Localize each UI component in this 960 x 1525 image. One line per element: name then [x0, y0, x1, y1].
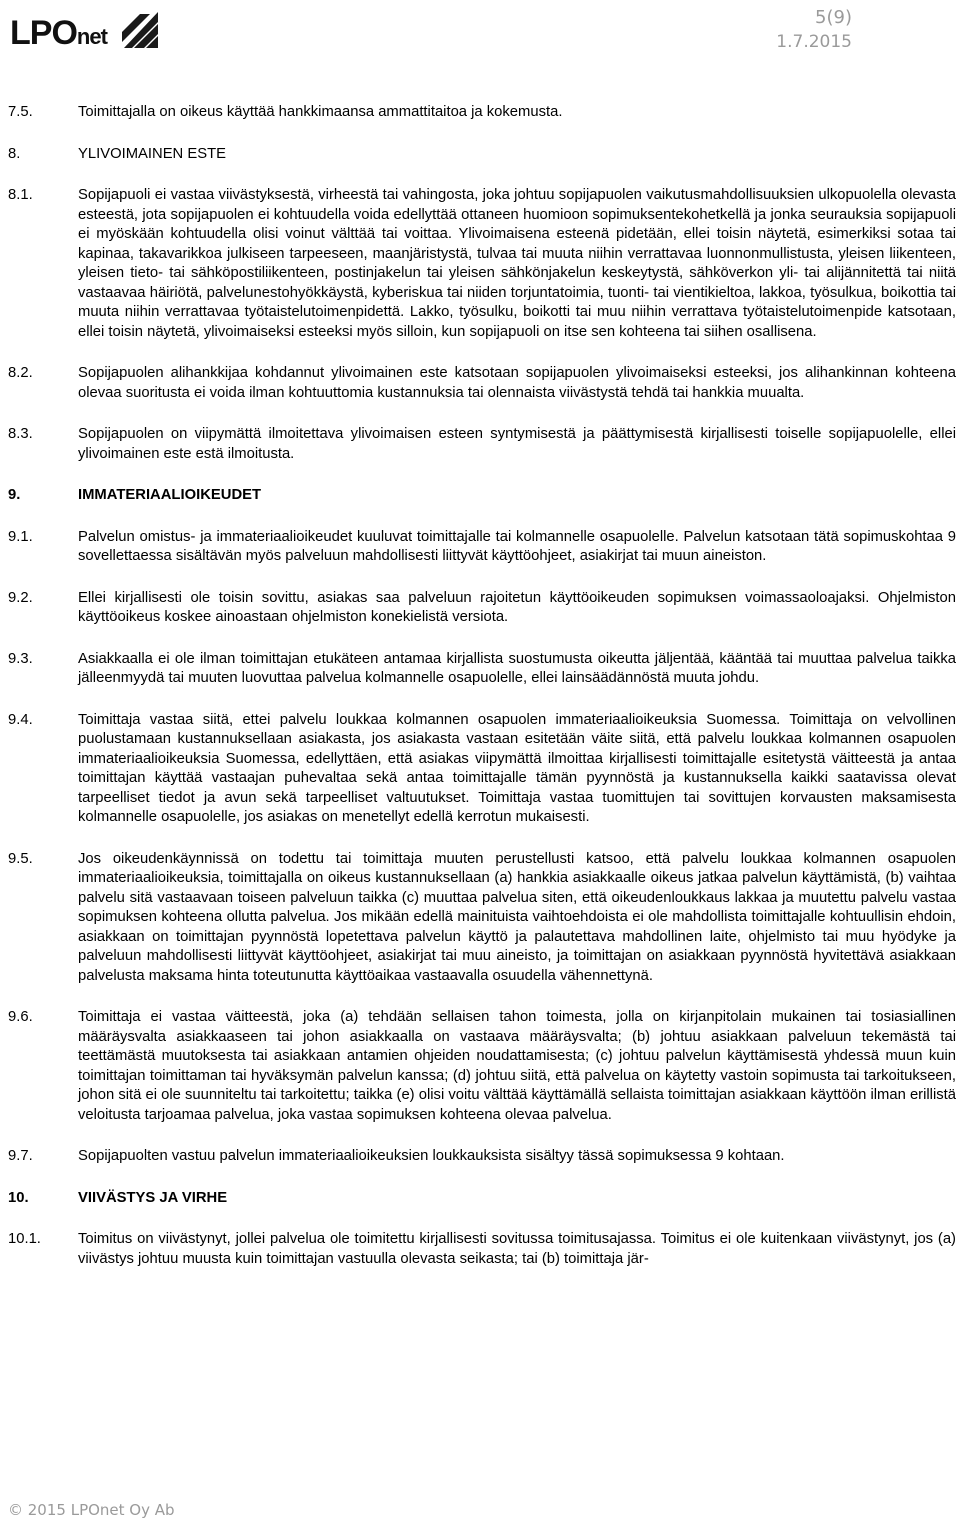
- clause-paragraph: [0, 364, 960, 403]
- clause-paragraph: [0, 589, 960, 628]
- clause-number: 8.2.: [8, 365, 33, 381]
- clause-paragraph: [0, 528, 960, 567]
- clause-paragraph: [0, 103, 960, 123]
- footer-copyright: © 2015 LPOnet Oy Ab: [8, 1501, 175, 1519]
- clause-number: 9.: [8, 487, 21, 503]
- clause-text: Toimittajalla on oikeus käyttää hankkimaansa ammattitaitoa ja kokemusta.: [78, 104, 563, 120]
- clause-paragraph: [0, 145, 960, 165]
- clause-paragraph: [0, 425, 960, 464]
- clause-text: Toimittaja ei vastaa väitteestä, joka (a) tehdään sellaisen tahon toimesta, jolla on kirjanpitolain mukainen tai tosiasiallinen määräysvalta asiakkaaseen tai johon asiakkaalla on vastaava määräysvalta; (b) johtuu asiakkaan palveluun tekemästä tai teettämästä muutoksesta tai asiakkaan antamien ohjeiden noudattamisesta; (c) johtuu palvelun käyttämisestä yhdessä muun kuin toimittajan toimittaman tai hyväksymän palvelun kanssa; (d) johtuu siitä, että palvelua on käytetty vastoin sopimusta tai tarkoitukseen, johon sitä ei ole suunniteltu tai tarkoitettu; taikka (e) olisi voitu välttää käyttämällä sellaista toimittajan asiakkaan käyttöön ilman erillistä veloitusta tarjoamaa palvelua, joka vastaa sopimuksen kohteena olevaa palvelua.: [78, 1009, 956, 1123]
- clause-number: 9.5.: [8, 850, 33, 867]
- clause-text: YLIVOIMAINEN ESTE: [78, 145, 227, 162]
- clause-text: IMMATERIAALIOIKEUDET: [78, 487, 262, 503]
- clause-text: Palvelun omistus- ja immateriaalioikeudet kuuluvat toimittajalle tai kolmannelle osapuolelle. Palvelun katsotaan tätä sopimuskohtaa 9 sovellettaessa sisältävän myös palveluun mahdollisesti liittyvät käyttöohjeet, asiakirjat tai muun aineiston.: [78, 528, 956, 564]
- page-number: 5(9): [815, 7, 852, 28]
- clause-paragraph: [0, 1230, 960, 1269]
- clause-paragraph: [0, 186, 960, 342]
- clause-number: 9.6.: [8, 1009, 33, 1025]
- clause-text: Ellei kirjallisesti ole toisin sovittu, asiakas saa palveluun rajoitetun käyttöoikeuden sopimuksen voimassaoloajaksi. Ohjelmiston käyttöoikeus koskee ainoastaan ohjelmiston konekielistä versiota.: [78, 589, 956, 625]
- logo-text-main: LPO: [10, 14, 77, 52]
- clause-text: Sopijapuoli ei vastaa viivästyksestä, virheestä tai vahingosta, joka johtuu sopijapuolen vaikutusmahdollisuuksien ulkopuolella olevasta esteestä, jota sopijapuolen ei kohtuudella voida edellyttää ottaneen huomioon sopimuksentekohetkellä ja jonka seurauksia sopijapuoli ei myöskään kohtuudella olisi voinut välttää tai voittaa. Ylivoimaisena esteenä pidetään, ellei toisin näytetä, esimerkiksi sotaa tai kapinaa, takavarikkoa julkiseen tarpeeseen, maanjäristystä, tulvaa tai muuta niihin verrattavaa luonnonmullistusta, yleisen liikenteen, yleisen tieto- tai sähköpostiliikenteen, postinjakelun tai yleisen sähkönjakelun keskeytystä, sähköverkon yli- tai alijännitettä tai niitä vastaavaa häiriötä, palvelunestohyökkäystä, kyberiskua tai niiden torjuntatoimia, tuonti- tai vientikieltoa, lakkoa, työsulkua, boikottia tai muuta niihin verrattavaa työtaistelutoimenpidettä. Lakko, työsulku, boikotti tai muu niihin verrattava työtaistelutoimenpide katsotaan, ellei toisin näytetä, ylivoimaiseksi esteeksi myös silloin, kun sopijapuoli on itse sen kohteena tai siihen osallisena.: [78, 187, 956, 340]
- clause-number: 8.: [8, 145, 21, 162]
- section-heading: [0, 1189, 960, 1209]
- clause-number: 9.7.: [8, 1148, 33, 1164]
- clause-paragraph: [0, 850, 960, 987]
- clause-text: Toimittaja vastaa siitä, ettei palvelu loukkaa kolmannen osapuolen immateriaalioikeuksia Suomessa. Toimittaja on velvollinen puolustamaan kustannuksellaan asiakasta, jos asiakasta vastaan esitetään väite siitä, että palvelu loukkaa kolmannen osapuolen immateriaalioikeuksia Suomessa, edellyttäen, että asiakas viipymättä ilmoittaa kirjallisesti toimittajalle esitetystä väitteestä ja antaa toimittajan käyttää vastaajan puhevaltaa sekä antaa toimittajalle tämän pyynnöstä ja kustannuksella kaikki saatavissa olevat tarpeelliset tiedot ja avun sekä tarpeelliset valtuutukset. Toimittaja vastaa tuomittujen tai sovittujen korvausten maksamisesta kolmannelle osapuolelle, jos asiakas on menetellyt edellä kerrotun mukaisesti.: [78, 711, 956, 825]
- clause-text: Toimitus on viivästynyt, jollei palvelua ole toimitettu kirjallisesti sovitussa toimitusajassa. Toimitus ei ole kuitenkaan viivästynyt, jos (a) viivästys johtuu muusta kuin toimittajan vastuulla olevasta seikasta; tai (b) toimittaja jär-: [78, 1231, 956, 1267]
- clause-number: 10.: [8, 1189, 29, 1206]
- page-info: [776, 6, 852, 54]
- clause-paragraph: [0, 1008, 960, 1125]
- clause-text: Jos oikeudenkäynnissä on todettu tai toimittaja muuten perustellusti katsoo, että palvelu loukkaa kolmannen osapuolen immateriaalioikeuksia, toimittajalla on oikeus kustannuksellaan (a) hankkia asiakkaalle oikeus jatkaa palvelun käyttämistä, (b) vaihtaa palvelu sitä vastaavaan toiseen palveluun taikka (c) muuttaa palvelua siten, että oikeudenloukkaus lakkaa ja muutettu palvelu vastaa sopimuksen kohteena ollutta palvelua. Jos mikään edellä mainituista vaihtoehdoista ei ole mahdollista toimittajalle kohtuullisin ehdoin, asiakkaan on toimittajan pyynnöstä lopetettava palvelun käyttö ja palautettava mahdollinen laite, ohjelmisto tai muu hyödyke ja palveluun mahdollisesti liittyvät käyttöohjeet, asiakirjat tai muu aineisto, ja toimittajan on asiakkaan pyynnöstä hyvitettävä asiakkaan palvelusta maksama hinta toteutunutta käyttöaikaa vastaavalla osuudella vähennettynä.: [78, 850, 956, 984]
- lponet-logo: [10, 8, 180, 52]
- clause-number: 7.5.: [8, 104, 33, 120]
- clause-number: 8.3.: [8, 426, 33, 442]
- clause-paragraph: [0, 1147, 960, 1167]
- clause-paragraph: [0, 711, 960, 828]
- logo-text-suffix: net: [76, 24, 107, 49]
- clause-paragraph: [0, 650, 960, 689]
- clause-text: Sopijapuolen on viipymättä ilmoitettava ylivoimaisen esteen syntymisestä ja päättymisestä kirjallisesti toiselle sopijapuolelle, ellei ylivoimainen este estä ilmoitusta.: [78, 426, 956, 462]
- clause-text: Sopijapuolen alihankkijaa kohdannut ylivoimainen este katsotaan sopijapuolen ylivoimaiseksi esteeksi, jos alihankinnan kohteena olevaa suoritusta ei voida ilman kohtuuttomia kustannuksia tai olennaista viivästystä tehdä tai hankkia muualta.: [78, 365, 956, 401]
- clause-number: 9.4.: [8, 711, 33, 728]
- document-date: 1.7.2015: [776, 32, 852, 52]
- clause-number: 10.1.: [8, 1231, 41, 1247]
- logo-leaf-icon: [118, 8, 164, 50]
- clause-number: 9.2.: [8, 589, 33, 606]
- clause-text: Sopijapuolten vastuu palvelun immateriaalioikeuksien loukkauksista sisältyy tässä sopimuksessa 9 kohtaan.: [78, 1148, 785, 1164]
- clause-text: VIIVÄSTYS JA VIRHE: [78, 1189, 228, 1206]
- clause-number: 9.1.: [8, 528, 33, 545]
- logo-wordmark: [10, 14, 107, 53]
- page-header: [0, 0, 960, 60]
- document-body: [0, 103, 960, 1269]
- clause-text: Asiakkaalla ei ole ilman toimittajan etukäteen antamaa kirjallista suostumusta oikeutta jäljentää, kääntää tai muuttaa palvelua taikka jälleenmyydä tai muuten luovuttaa palvelua kolmannelle osapuolelle, ellei lainsäädännöstä muuta johdu.: [78, 650, 956, 686]
- section-heading: [0, 486, 960, 506]
- clause-number: 9.3.: [8, 650, 33, 667]
- clause-number: 8.1.: [8, 187, 33, 203]
